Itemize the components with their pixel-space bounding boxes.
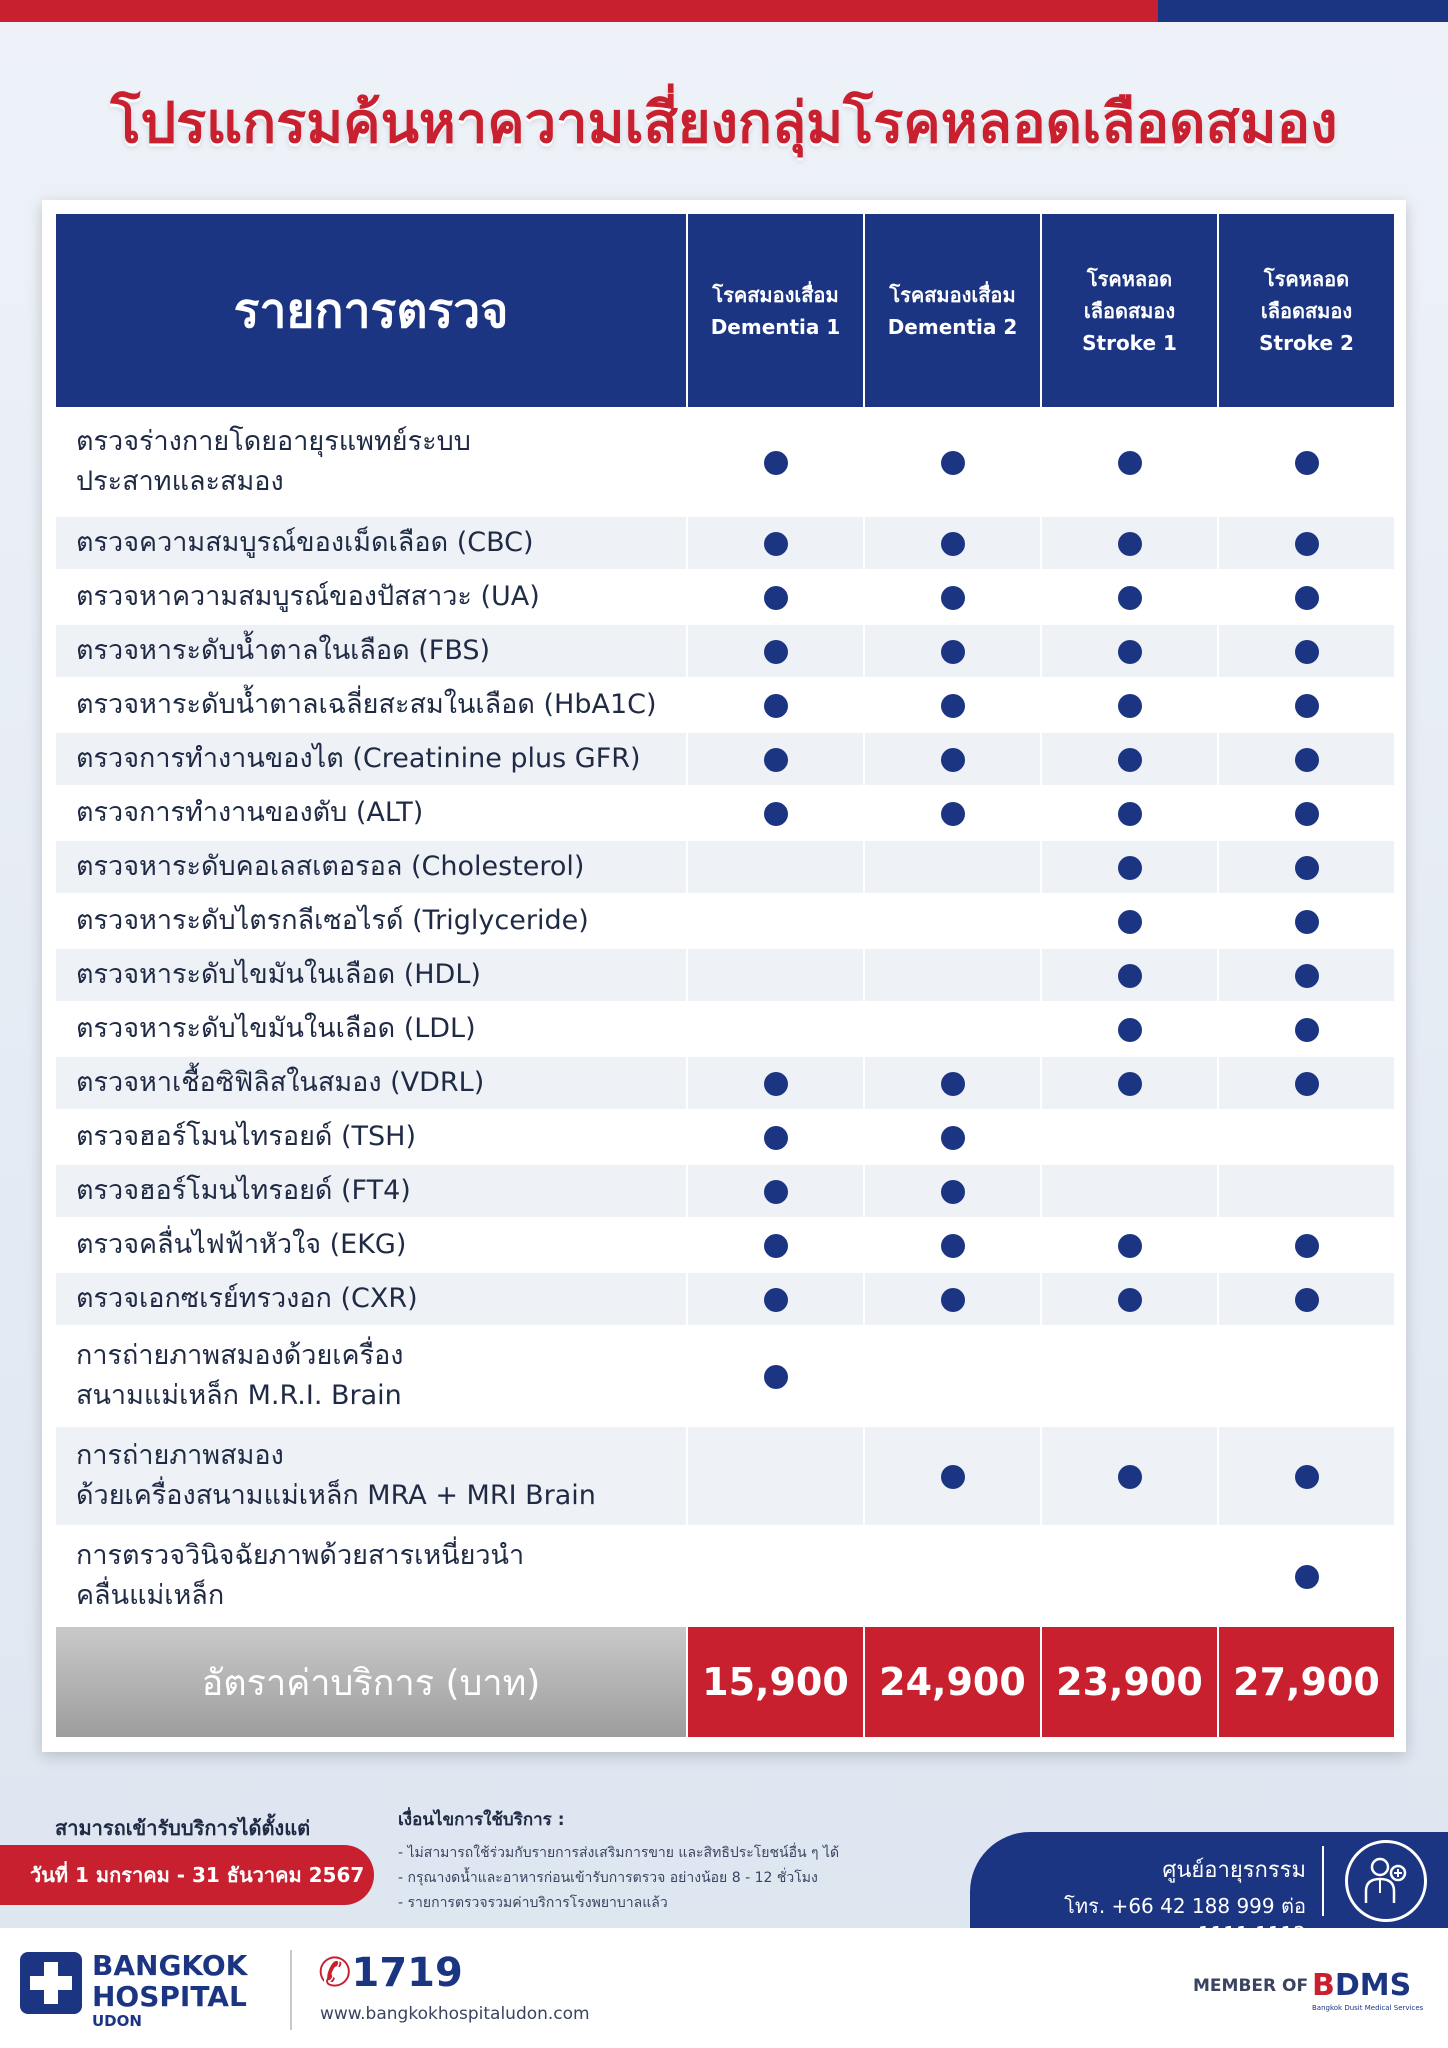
- included-dot-icon: [1118, 748, 1142, 772]
- check-cell: [1218, 1164, 1395, 1218]
- check-cell: [864, 1218, 1041, 1272]
- check-cell: [1218, 1326, 1395, 1426]
- table-row: [55, 1056, 1395, 1110]
- included-dot-icon: [764, 1365, 788, 1389]
- check-cell: [864, 1272, 1041, 1326]
- package-code: Stroke 1: [1082, 330, 1177, 355]
- check-cell: [1041, 1110, 1218, 1164]
- included-dot-icon: [1295, 910, 1319, 934]
- bdms-logo-mark: B: [1312, 1968, 1335, 2003]
- page-title: โปรแกรมค้นหาความเสี่ยงกลุ่มโรคหลอดเลือดสมอง: [110, 91, 1338, 156]
- table-row: [55, 408, 1395, 516]
- exam-item-line2: คลื่นแม่เหล็ก: [76, 1580, 225, 1611]
- exam-item-line1: ตรวจความสมบูรณ์ของเม็ดเลือด (CBC): [76, 527, 534, 558]
- check-cell: [864, 1110, 1041, 1164]
- included-dot-icon: [764, 532, 788, 556]
- available-from-text: สามารถเข้ารับบริการได้ตั้งแต่: [55, 1816, 311, 1840]
- exam-item-label: [55, 516, 687, 570]
- package-header-dementia-1: [687, 213, 864, 408]
- exam-item-line1: ตรวจหาระดับไขมันในเลือด (LDL): [76, 1013, 476, 1044]
- check-cell: [1218, 1002, 1395, 1056]
- package-header-dementia-2: [864, 213, 1041, 408]
- check-cell: [864, 408, 1041, 516]
- date-range-badge: [0, 1845, 374, 1905]
- exam-item-line1: การตรวจวินิจฉัยภาพด้วยสารเหนี่ยวนำ: [76, 1540, 525, 1571]
- included-dot-icon: [1118, 586, 1142, 610]
- included-dot-icon: [1118, 802, 1142, 826]
- conditions-list: [398, 1841, 898, 1916]
- check-cell: [1218, 1272, 1395, 1326]
- check-cell: [864, 570, 1041, 624]
- check-cell: [864, 786, 1041, 840]
- exam-item-line1: ตรวจหาระดับไตรกลีเซอไรด์ (Triglyceride): [76, 905, 589, 936]
- included-dot-icon: [1295, 748, 1319, 772]
- exam-item-line1: ตรวจร่างกายโดยอายุรแพทย์ระบบ: [76, 426, 471, 457]
- conditions-block: [398, 1806, 898, 1916]
- exam-item-line1: ตรวจหาระดับน้ำตาลในเลือด (FBS): [76, 635, 491, 666]
- exam-item-line2: ประสาทและสมอง: [76, 466, 284, 497]
- check-cell: [1041, 1526, 1218, 1626]
- exam-item-line1: ตรวจฮอร์โมนไทรอยด์ (FT4): [76, 1175, 411, 1206]
- check-cell: [1041, 840, 1218, 894]
- check-cell: [1218, 840, 1395, 894]
- included-dot-icon: [1118, 1018, 1142, 1042]
- hotline-number: 1719: [351, 1950, 463, 1996]
- check-cell: [687, 840, 864, 894]
- included-dot-icon: [764, 451, 788, 475]
- member-of-text: MEMBER OF: [1193, 1976, 1309, 1996]
- check-cell: [864, 840, 1041, 894]
- price-label: อัตราค่าบริการ (บาท): [55, 1626, 687, 1738]
- included-dot-icon: [764, 1126, 788, 1150]
- check-cell: [687, 1110, 864, 1164]
- exam-item-label: [55, 1526, 687, 1626]
- included-dot-icon: [764, 748, 788, 772]
- included-dot-icon: [764, 1072, 788, 1096]
- exam-item-line1: ตรวจหาระดับคอเลสเตอรอล (Cholesterol): [76, 851, 585, 882]
- table-row: [55, 732, 1395, 786]
- table-row: [55, 1272, 1395, 1326]
- exam-item-label: [55, 570, 687, 624]
- hospital-logo-text: [92, 1950, 247, 2012]
- check-cell: [1218, 408, 1395, 516]
- included-dot-icon: [1295, 586, 1319, 610]
- date-range-text: วันที่ 1 มกราคม - 31 ธันวาคม 2567: [30, 1863, 365, 1887]
- check-cell: [1041, 948, 1218, 1002]
- exam-item-label: [55, 1218, 687, 1272]
- check-cell: [687, 1056, 864, 1110]
- included-dot-icon: [1118, 1288, 1142, 1312]
- price-row: [55, 1626, 1395, 1738]
- check-cell: [1041, 1056, 1218, 1110]
- exam-item-label: [55, 1326, 687, 1426]
- check-cell: [864, 1056, 1041, 1110]
- exam-item-line2: ด้วยเครื่องสนามแม่เหล็ก MRA + MRI Brain: [76, 1480, 596, 1511]
- package-name-line1: โรคสมองเสื่อม: [889, 282, 1016, 307]
- center-divider: [1322, 1846, 1324, 1916]
- table-row: [55, 678, 1395, 732]
- table-header-row: [55, 213, 1395, 408]
- included-dot-icon: [941, 640, 965, 664]
- exam-item-line1: ตรวจหาเชื้อซิฟิลิสในสมอง (VDRL): [76, 1067, 485, 1098]
- package-code: Dementia 1: [710, 314, 841, 339]
- included-dot-icon: [1118, 694, 1142, 718]
- top-color-bar: [0, 0, 1448, 22]
- exam-item-label: [55, 732, 687, 786]
- table-header-title: รายการตรวจ: [55, 213, 687, 408]
- check-cell: [1218, 894, 1395, 948]
- hospital-logo-icon: [20, 1952, 82, 2014]
- exam-item-label: [55, 1272, 687, 1326]
- check-cell: [864, 732, 1041, 786]
- bdms-subtitle: Bangkok Dusit Medical Services: [1312, 2004, 1424, 2012]
- check-cell: [864, 1426, 1041, 1526]
- check-cell: [1041, 570, 1218, 624]
- included-dot-icon: [1295, 964, 1319, 988]
- check-cell: [687, 1426, 864, 1526]
- exam-item-line1: ตรวจการทำงานของตับ (ALT): [76, 797, 424, 828]
- conditions-title: เงื่อนไขการใช้บริการ :: [398, 1810, 565, 1830]
- check-cell: [864, 894, 1041, 948]
- exam-item-line1: ตรวจเอกซเรย์ทรวงอก (CXR): [76, 1283, 418, 1314]
- check-cell: [1041, 1326, 1218, 1426]
- doctor-icon: [1345, 1840, 1427, 1922]
- check-cell: [1218, 1526, 1395, 1626]
- table-row: [55, 840, 1395, 894]
- exam-item-label: [55, 624, 687, 678]
- included-dot-icon: [764, 640, 788, 664]
- check-cell: [1041, 1272, 1218, 1326]
- check-cell: [1218, 1110, 1395, 1164]
- website-link[interactable]: www.bangkokhospitaludon.com: [320, 2004, 590, 2024]
- hospital-branch: UDON: [92, 2012, 142, 2030]
- included-dot-icon: [764, 1180, 788, 1204]
- check-cell: [687, 570, 864, 624]
- brand-divider: [290, 1950, 292, 2030]
- included-dot-icon: [764, 694, 788, 718]
- exam-item-line1: ตรวจคลื่นไฟฟ้าหัวใจ (EKG): [76, 1229, 407, 1260]
- check-cell: [864, 678, 1041, 732]
- logo-cross-horizontal: [30, 1976, 72, 1990]
- check-cell: [1218, 948, 1395, 1002]
- check-cell: [687, 516, 864, 570]
- included-dot-icon: [1118, 856, 1142, 880]
- check-cell: [1041, 786, 1218, 840]
- hotline[interactable]: [318, 1950, 463, 1996]
- included-dot-icon: [1295, 1072, 1319, 1096]
- included-dot-icon: [1295, 802, 1319, 826]
- exam-item-label: [55, 678, 687, 732]
- included-dot-icon: [941, 1180, 965, 1204]
- included-dot-icon: [1118, 964, 1142, 988]
- check-cell: [1218, 1056, 1395, 1110]
- table-row: [55, 570, 1395, 624]
- included-dot-icon: [941, 1288, 965, 1312]
- included-dot-icon: [941, 1234, 965, 1258]
- included-dot-icon: [941, 586, 965, 610]
- package-name-line2: เลือดสมอง: [1260, 298, 1353, 323]
- price-dementia-2: 24,900: [864, 1626, 1041, 1738]
- table-row: [55, 1110, 1395, 1164]
- included-dot-icon: [1118, 1465, 1142, 1489]
- check-cell: [1041, 1218, 1218, 1272]
- check-cell: [1041, 1164, 1218, 1218]
- included-dot-icon: [1295, 1465, 1319, 1489]
- check-cell: [687, 1218, 864, 1272]
- table-row: [55, 1426, 1395, 1526]
- exam-item-label: [55, 786, 687, 840]
- bdms-logo: [1312, 1968, 1411, 2003]
- package-code: Stroke 2: [1259, 330, 1354, 355]
- check-cell: [1218, 786, 1395, 840]
- check-cell: [864, 1526, 1041, 1626]
- exam-item-label: [55, 1002, 687, 1056]
- check-cell: [687, 408, 864, 516]
- exam-item-label: [55, 1110, 687, 1164]
- table-body: [55, 408, 1395, 1626]
- top-bar-red: [0, 0, 1158, 22]
- check-cell: [864, 948, 1041, 1002]
- check-cell: [864, 1326, 1041, 1426]
- table-row: [55, 786, 1395, 840]
- table-row: [55, 1218, 1395, 1272]
- exam-item-line1: ตรวจการทำงานของไต (Creatinine plus GFR): [76, 743, 641, 774]
- included-dot-icon: [941, 802, 965, 826]
- included-dot-icon: [941, 1072, 965, 1096]
- exam-item-line2: สนามแม่เหล็ก M.R.I. Brain: [76, 1380, 402, 1411]
- check-cell: [687, 1326, 864, 1426]
- included-dot-icon: [941, 694, 965, 718]
- table-row: [55, 1164, 1395, 1218]
- included-dot-icon: [1295, 1288, 1319, 1312]
- included-dot-icon: [764, 802, 788, 826]
- package-name-line1: โรคสมองเสื่อม: [712, 282, 839, 307]
- check-cell: [1041, 894, 1218, 948]
- check-cell: [687, 678, 864, 732]
- check-cell: [864, 516, 1041, 570]
- included-dot-icon: [1295, 1018, 1319, 1042]
- hospital-name-line2: HOSPITAL: [92, 1980, 247, 2013]
- included-dot-icon: [1295, 856, 1319, 880]
- check-cell: [687, 948, 864, 1002]
- package-name-line2: เลือดสมอง: [1083, 298, 1176, 323]
- included-dot-icon: [1118, 640, 1142, 664]
- check-cell: [1041, 732, 1218, 786]
- check-cell: [687, 786, 864, 840]
- exam-item-label: [55, 894, 687, 948]
- exam-item-line1: ตรวจหาระดับไขมันในเลือด (HDL): [76, 959, 481, 990]
- check-cell: [1218, 570, 1395, 624]
- included-dot-icon: [941, 1465, 965, 1489]
- check-cell: [1041, 678, 1218, 732]
- price-stroke-1: 23,900: [1041, 1626, 1218, 1738]
- table-row: [55, 948, 1395, 1002]
- included-dot-icon: [1118, 1234, 1142, 1258]
- check-cell: [1218, 624, 1395, 678]
- exam-item-label: [55, 948, 687, 1002]
- exam-item-line1: ตรวจฮอร์โมนไทรอยด์ (TSH): [76, 1121, 417, 1152]
- included-dot-icon: [1118, 1072, 1142, 1096]
- condition-item: - รายการตรวจรวมค่าบริการโรงพยาบาลแล้ว: [398, 1895, 668, 1911]
- table-row: [55, 1526, 1395, 1626]
- check-cell: [1041, 624, 1218, 678]
- exam-item-label: [55, 1164, 687, 1218]
- check-cell: [687, 1164, 864, 1218]
- included-dot-icon: [1118, 532, 1142, 556]
- included-dot-icon: [1295, 1565, 1319, 1589]
- included-dot-icon: [1295, 532, 1319, 556]
- hospital-name-line1: BANGKOK: [92, 1949, 248, 1982]
- check-cell: [1218, 1218, 1395, 1272]
- price-stroke-2: 27,900: [1218, 1626, 1395, 1738]
- exam-item-label: [55, 408, 687, 516]
- bdms-logo-text: DMS: [1334, 1968, 1412, 2003]
- included-dot-icon: [1295, 694, 1319, 718]
- check-cell: [1041, 408, 1218, 516]
- check-cell: [1041, 1002, 1218, 1056]
- check-cell: [687, 624, 864, 678]
- exam-item-line1: ตรวจหาความสมบูรณ์ของปัสสาวะ (UA): [76, 581, 540, 612]
- condition-item: - กรุณางดน้ำและอาหารก่อนเข้ารับการตรวจ อย่างน้อย 8 - 12 ชั่วโมง: [398, 1870, 818, 1886]
- check-cell: [1218, 732, 1395, 786]
- check-cell: [1218, 678, 1395, 732]
- check-cell: [1041, 516, 1218, 570]
- included-dot-icon: [1295, 640, 1319, 664]
- top-bar-blue: [1158, 0, 1448, 22]
- exam-item-line1: ตรวจหาระดับน้ำตาลเฉลี่ยสะสมในเลือด (HbA1C): [76, 689, 657, 720]
- check-cell: [687, 1526, 864, 1626]
- exam-item-line1: การถ่ายภาพสมอง: [76, 1440, 284, 1471]
- included-dot-icon: [764, 1288, 788, 1312]
- exam-item-label: [55, 1426, 687, 1526]
- table-row: [55, 516, 1395, 570]
- included-dot-icon: [941, 748, 965, 772]
- package-header-stroke-2: [1218, 213, 1395, 408]
- included-dot-icon: [941, 532, 965, 556]
- package-name-line1: โรคหลอด: [1086, 266, 1173, 291]
- check-cell: [1041, 1426, 1218, 1526]
- included-dot-icon: [1118, 910, 1142, 934]
- included-dot-icon: [764, 1234, 788, 1258]
- condition-item: - ไม่สามารถใช้ร่วมกับรายการส่งเสริมการขาย และสิทธิประโยชน์อื่น ๆ ได้: [398, 1845, 840, 1861]
- table-row: [55, 1326, 1395, 1426]
- check-cell: [687, 1002, 864, 1056]
- table-row: [55, 624, 1395, 678]
- included-dot-icon: [1295, 1234, 1319, 1258]
- package-header-stroke-1: [1041, 213, 1218, 408]
- table-row: [55, 894, 1395, 948]
- center-name: ศูนย์อายุรกรรม: [1162, 1858, 1306, 1883]
- check-cell: [864, 624, 1041, 678]
- check-cell: [687, 732, 864, 786]
- exam-item-label: [55, 840, 687, 894]
- included-dot-icon: [941, 1126, 965, 1150]
- exam-item-label: [55, 1056, 687, 1110]
- check-cell: [1218, 1426, 1395, 1526]
- included-dot-icon: [941, 451, 965, 475]
- table-row: [55, 1002, 1395, 1056]
- program-table-card: [42, 200, 1406, 1752]
- phone-icon: ✆: [318, 1950, 352, 1996]
- included-dot-icon: [1295, 451, 1319, 475]
- check-cell: [864, 1164, 1041, 1218]
- included-dot-icon: [1118, 451, 1142, 475]
- package-name-line1: โรคหลอด: [1263, 266, 1350, 291]
- center-phone[interactable]: โทร. +66 42 188 999 ต่อ: [1064, 1894, 1306, 1918]
- price-dementia-1: 15,900: [687, 1626, 864, 1738]
- exam-item-line1: การถ่ายภาพสมองด้วยเครื่อง: [76, 1340, 404, 1371]
- included-dot-icon: [764, 586, 788, 610]
- check-cell: [864, 1002, 1041, 1056]
- check-cell: [687, 894, 864, 948]
- check-cell: [1218, 516, 1395, 570]
- check-cell: [687, 1272, 864, 1326]
- package-code: Dementia 2: [887, 314, 1018, 339]
- program-table: [54, 212, 1396, 1739]
